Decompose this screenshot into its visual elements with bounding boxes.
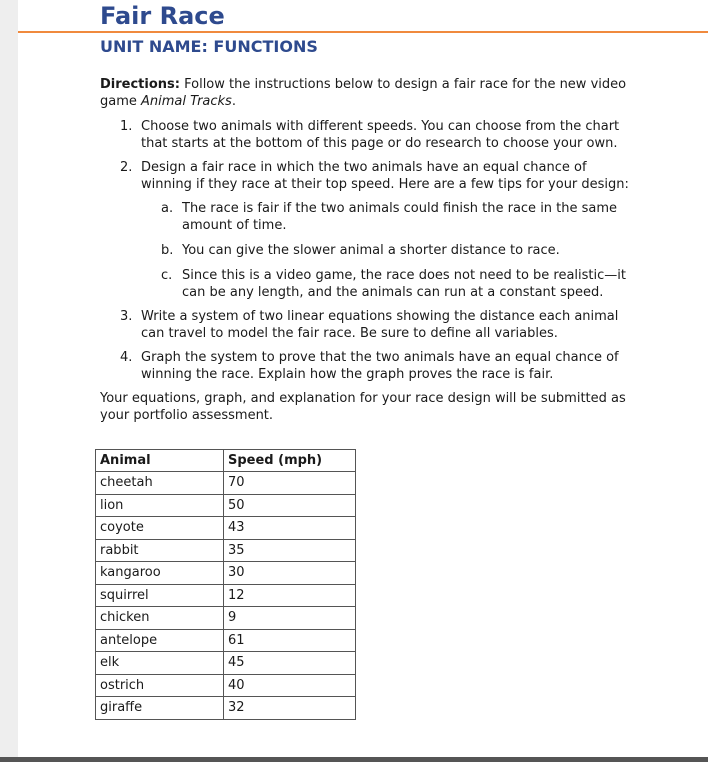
directions-label: Directions: xyxy=(100,77,180,92)
tip-letter: c. xyxy=(161,268,173,283)
animal-cell: coyote xyxy=(96,517,224,540)
speed-cell: 9 xyxy=(224,607,356,630)
animal-cell: chicken xyxy=(96,607,224,630)
directions-end: . xyxy=(231,94,236,109)
tip-letter: b. xyxy=(161,243,174,258)
table-row xyxy=(96,472,356,495)
tip-item xyxy=(161,200,640,234)
speed-cell: 70 xyxy=(224,472,356,495)
animal-speed-table xyxy=(95,449,356,720)
step-number: 2. xyxy=(120,160,133,175)
game-name: Animal Tracks xyxy=(141,94,232,109)
column-header-animal: Animal xyxy=(96,450,224,472)
tip-text: You can give the slower animal a shorter distance to race. xyxy=(182,243,560,258)
table-row xyxy=(96,629,356,652)
speed-cell: 43 xyxy=(224,517,356,540)
speed-cell: 45 xyxy=(224,652,356,675)
table-row xyxy=(96,697,356,720)
speed-cell: 12 xyxy=(224,584,356,607)
table-row xyxy=(96,539,356,562)
step-item xyxy=(120,118,640,152)
page-title: Fair Race xyxy=(100,2,225,30)
table-row xyxy=(96,562,356,585)
unit-name: UNIT NAME: FUNCTIONS xyxy=(100,37,318,56)
table-row xyxy=(96,494,356,517)
tip-letter: a. xyxy=(161,201,174,216)
table-row xyxy=(96,652,356,675)
tip-item xyxy=(161,267,640,301)
table-row xyxy=(96,607,356,630)
speed-cell: 30 xyxy=(224,562,356,585)
viewer-bottom-bar xyxy=(0,757,708,762)
header-divider xyxy=(18,31,708,33)
tip-item xyxy=(161,242,640,259)
animal-cell: squirrel xyxy=(96,584,224,607)
directions-paragraph xyxy=(100,76,640,110)
speed-cell: 61 xyxy=(224,629,356,652)
step-number: 1. xyxy=(120,119,133,134)
step-text: Write a system of two linear equations showing the distance each animal can travel to model the fair race. Be sure to define all variables. xyxy=(141,309,619,341)
table-row xyxy=(96,517,356,540)
speed-cell: 35 xyxy=(224,539,356,562)
closing-paragraph: Your equations, graph, and explanation for your race design will be submitted as your portfolio assessment. xyxy=(100,391,626,423)
steps-list xyxy=(100,118,640,383)
animal-cell: kangaroo xyxy=(96,562,224,585)
animal-cell: giraffe xyxy=(96,697,224,720)
step-text: Design a fair race in which the two animals have an equal chance of winning if they race at their top speed. Here are a few tips for your design: xyxy=(141,160,629,192)
tip-text: Since this is a video game, the race does not need to be realistic—it can be any length, and the animals can run at a constant speed. xyxy=(182,268,626,300)
speed-cell: 32 xyxy=(224,697,356,720)
step-text: Graph the system to prove that the two animals have an equal chance of winning the race. Explain how the graph proves the race is fair. xyxy=(141,350,619,382)
step-text: Choose two animals with different speeds. You can choose from the chart that starts at the bottom of this page or do research to choose your own. xyxy=(141,119,620,151)
directions-text: Follow the instructions below to design a fair race for the new video game xyxy=(100,77,627,109)
tips-list xyxy=(141,200,640,301)
step-item xyxy=(120,159,640,301)
animal-cell: cheetah xyxy=(96,472,224,495)
column-header-speed: Speed (mph) xyxy=(224,450,356,472)
step-number: 3. xyxy=(120,309,133,324)
animal-cell: elk xyxy=(96,652,224,675)
table-row xyxy=(96,674,356,697)
instructions-section xyxy=(100,76,640,424)
speed-cell: 40 xyxy=(224,674,356,697)
animal-cell: antelope xyxy=(96,629,224,652)
step-item xyxy=(120,308,640,342)
speed-cell: 50 xyxy=(224,494,356,517)
step-item xyxy=(120,349,640,383)
animal-cell: ostrich xyxy=(96,674,224,697)
document-page xyxy=(18,0,708,757)
animal-cell: lion xyxy=(96,494,224,517)
step-number: 4. xyxy=(120,350,133,365)
table-header-row xyxy=(96,450,356,472)
tip-text: The race is fair if the two animals could finish the race in the same amount of time. xyxy=(182,201,618,233)
animal-cell: rabbit xyxy=(96,539,224,562)
table-row xyxy=(96,584,356,607)
